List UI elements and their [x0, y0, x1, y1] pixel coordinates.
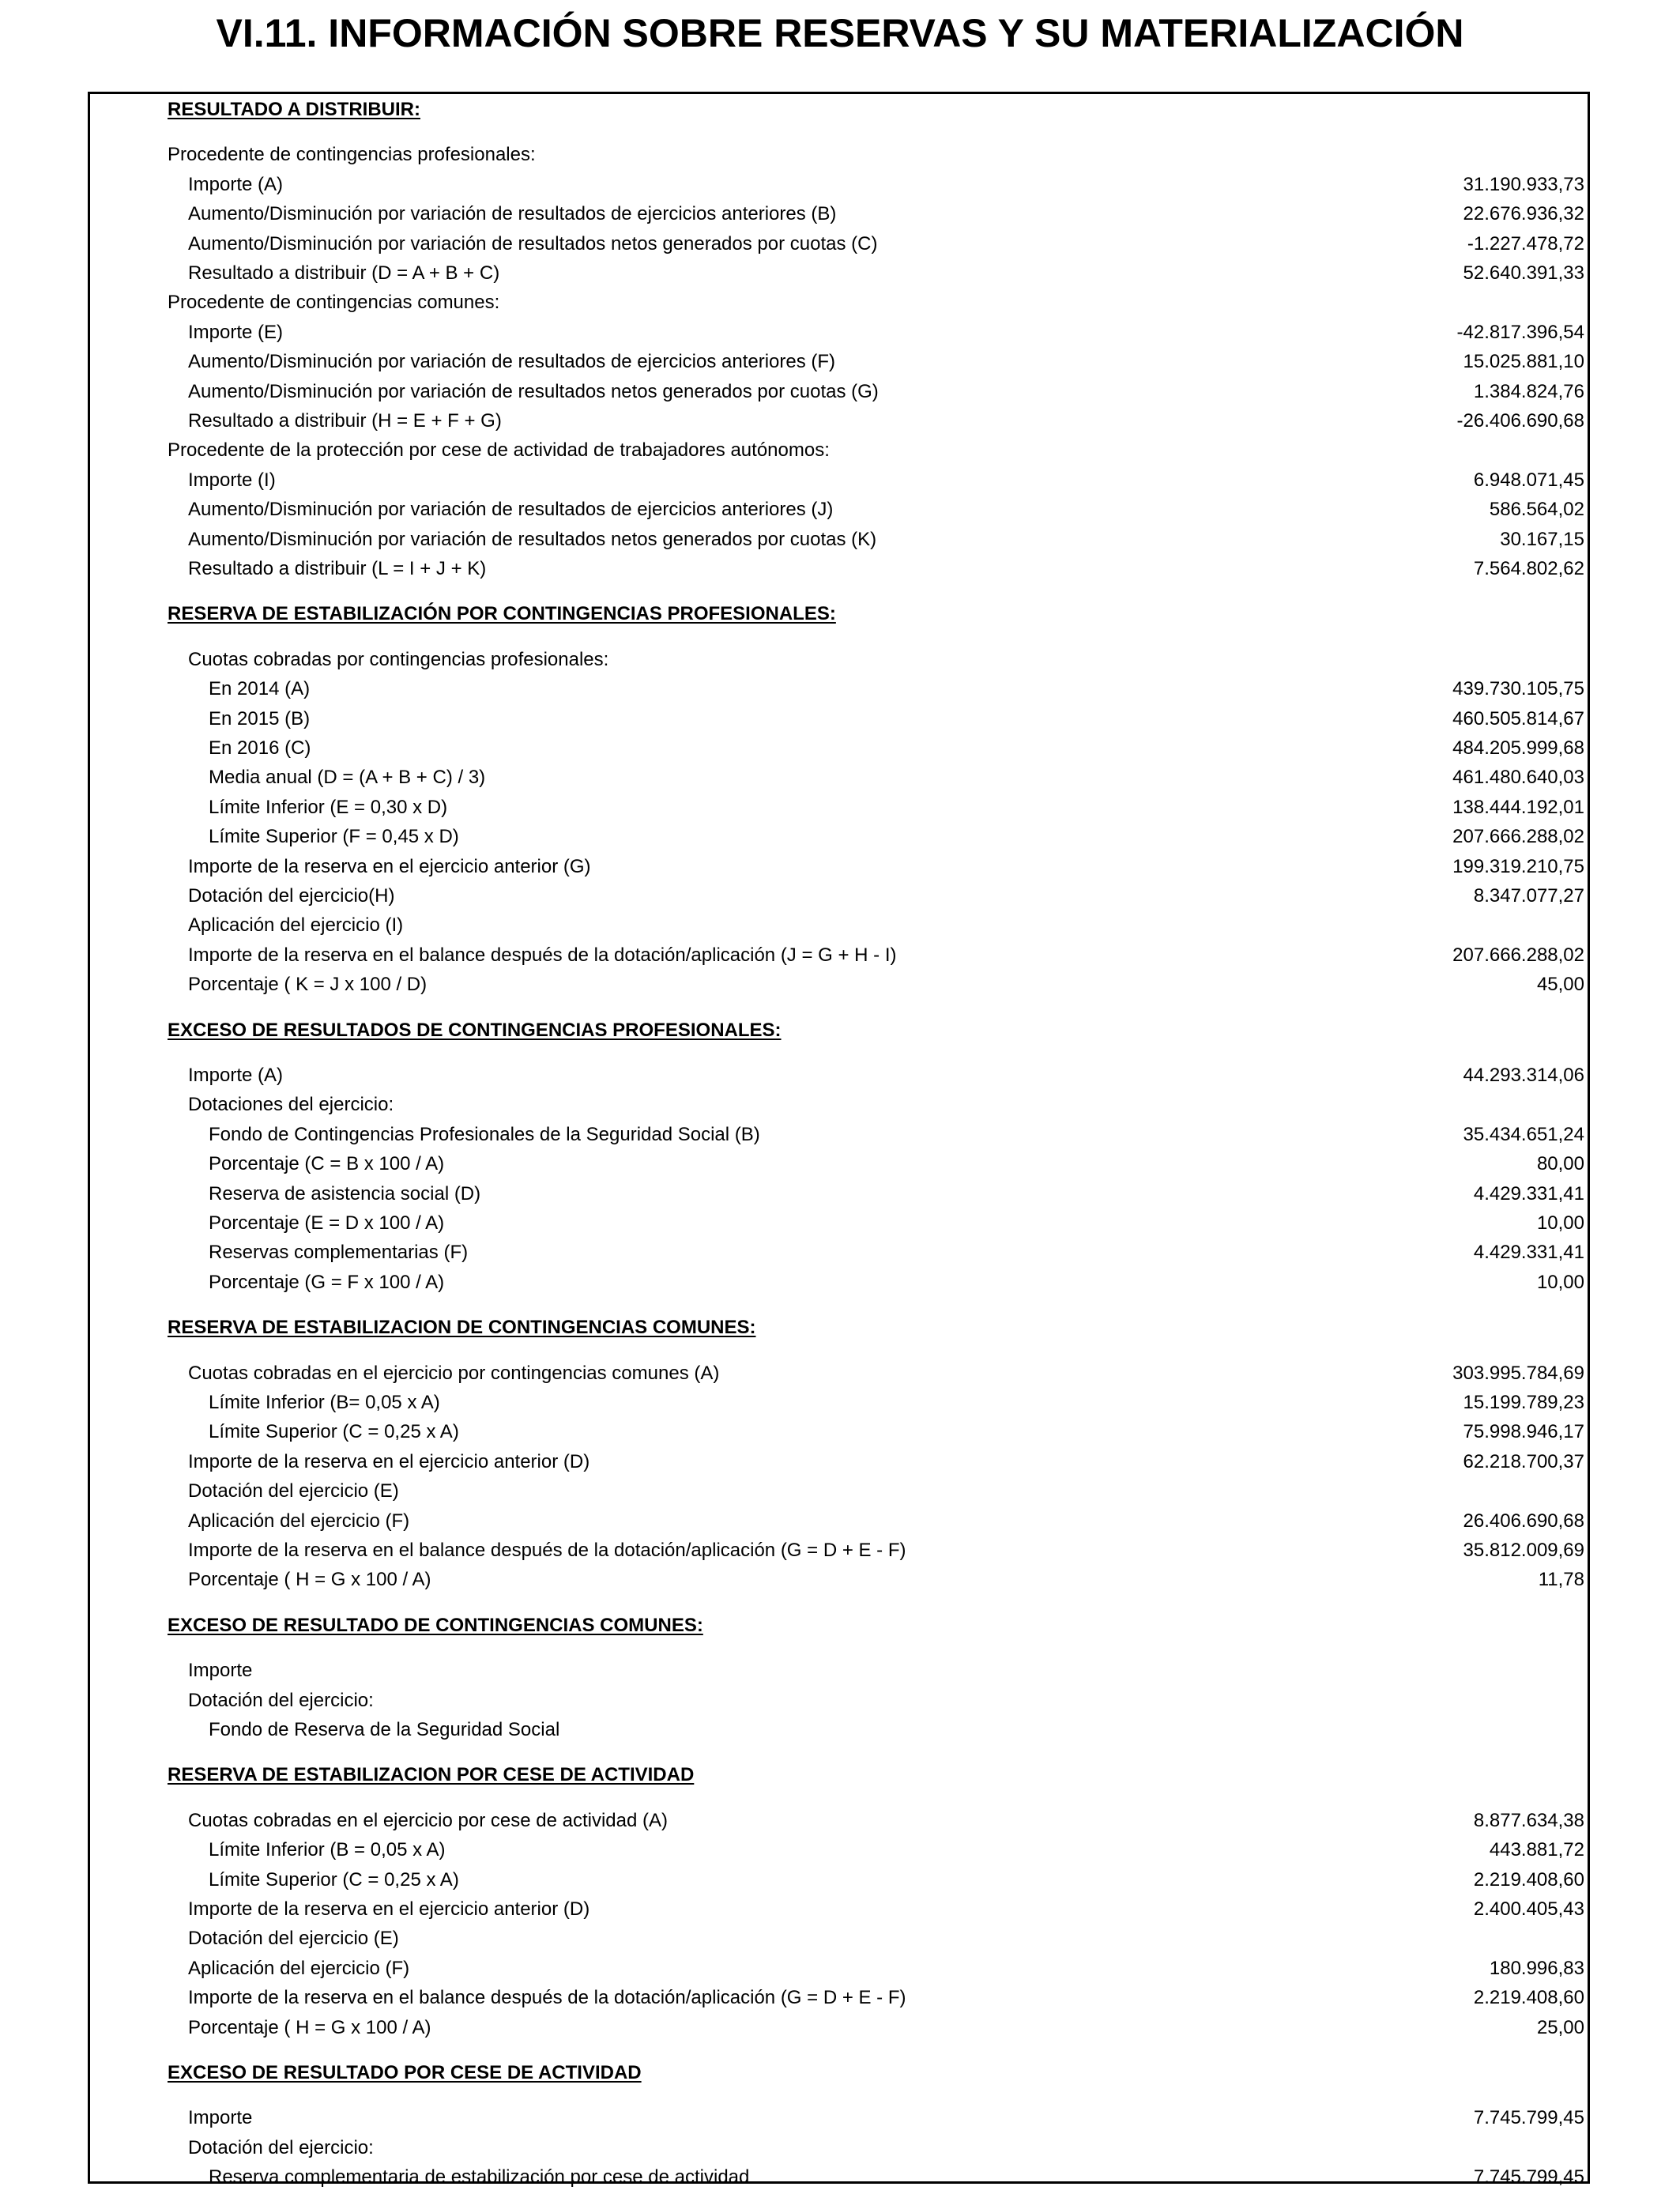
row-label: En 2014 (A)	[209, 678, 311, 699]
table-row	[90, 1149, 1588, 1178]
row-label: Reservas complementarias (F)	[209, 1242, 469, 1263]
table-row	[90, 1506, 1588, 1536]
table-row	[90, 1447, 1588, 1476]
row-label: Aumento/Disminución por variación de resultados de ejercicios anteriores (B)	[188, 203, 837, 224]
row-value: 7.745.799,45	[1473, 2166, 1584, 2188]
table-row	[90, 1656, 1588, 1685]
row-value: 35.434.651,24	[1463, 1124, 1584, 1145]
table-row	[90, 554, 1588, 583]
row-label: Dotaciones del ejercicio:	[188, 1094, 394, 1115]
row-value: 1.384.824,76	[1473, 381, 1584, 402]
table-row	[90, 347, 1588, 376]
row-value: 30.167,15	[1500, 529, 1584, 550]
section-heading-label: RESERVA DE ESTABILIZACION POR CESE DE ACTIVIDAD	[168, 1764, 695, 1785]
row-label: Importe	[188, 1660, 253, 1681]
row-value: 7.564.802,62	[1473, 558, 1584, 579]
row-value: 62.218.700,37	[1463, 1451, 1584, 1472]
row-value: 10,00	[1536, 1272, 1584, 1293]
row-label: Límite Superior (C = 0,25 x A)	[209, 1421, 459, 1442]
row-label: Dotación del ejercicio:	[188, 1690, 374, 1711]
table-row	[90, 170, 1588, 199]
row-value: 2.400.405,43	[1473, 1898, 1584, 1920]
row-label: Aplicación del ejercicio (F)	[188, 1958, 410, 1979]
table-row	[90, 822, 1588, 851]
row-value: 439.730.105,75	[1452, 678, 1584, 699]
row-value: 45,00	[1536, 974, 1584, 995]
reserves-table	[88, 92, 1590, 2188]
table-row	[90, 674, 1588, 703]
table-row	[90, 435, 1588, 465]
table-row	[90, 229, 1588, 258]
section-heading	[90, 1016, 1588, 1045]
section-heading-label: RESERVA DE ESTABILIZACIÓN POR CONTINGENCIAS PROFESIONALES:	[168, 603, 836, 624]
table-row	[90, 1835, 1588, 1864]
table-row	[90, 1179, 1588, 1208]
section-heading-label: RESERVA DE ESTABILIZACION DE CONTINGENCIAS COMUNES:	[168, 1317, 756, 1338]
row-value: 80,00	[1536, 1153, 1584, 1174]
table-row	[90, 2103, 1588, 2132]
row-label: Procedente de contingencias comunes:	[168, 292, 500, 313]
table-row	[90, 2133, 1588, 2162]
row-label: Importe (I)	[188, 469, 276, 491]
table-row	[90, 1865, 1588, 1894]
row-value: 4.429.331,41	[1473, 1242, 1584, 1263]
row-label: Importe de la reserva en el ejercicio anterior (D)	[188, 1451, 590, 1472]
row-label: Importe de la reserva en el balance después de la dotación/aplicación (G = D + E - F)	[188, 1987, 906, 2008]
table-row	[90, 318, 1588, 347]
row-value: 138.444.192,01	[1452, 797, 1584, 818]
table-row	[90, 733, 1588, 763]
row-label: Límite Superior (C = 0,25 x A)	[209, 1869, 459, 1891]
row-label: Importe de la reserva en el balance después de la dotación/aplicación (G = D + E - F)	[188, 1540, 906, 1561]
table-row	[90, 1417, 1588, 1446]
row-value: 31.190.933,73	[1463, 174, 1584, 195]
table-row	[90, 140, 1588, 169]
row-label: Reserva de asistencia social (D)	[209, 1183, 481, 1204]
row-label: Aumento/Disminución por variación de resultados netos generados por cuotas (G)	[188, 381, 879, 402]
row-label: Porcentaje ( H = G x 100 / A)	[188, 1569, 431, 1590]
row-value: -26.406.690,68	[1456, 410, 1584, 432]
row-label: Porcentaje (G = F x 100 / A)	[209, 1272, 445, 1293]
table-row	[90, 466, 1588, 495]
row-value: 44.293.314,06	[1463, 1065, 1584, 1086]
row-label: Importe (A)	[188, 1065, 284, 1086]
row-label: En 2016 (C)	[209, 737, 311, 759]
section-heading	[90, 1760, 1588, 1789]
table-row	[90, 1208, 1588, 1238]
row-label: Cuotas cobradas por contingencias profesionales:	[188, 649, 609, 670]
row-value: 35.812.009,69	[1463, 1540, 1584, 1561]
row-value: 199.319.210,75	[1452, 856, 1584, 877]
table-row	[90, 1061, 1588, 1090]
row-label: Resultado a distribuir (H = E + F + G)	[188, 410, 502, 432]
row-label: Fondo de Contingencias Profesionales de la Seguridad Social (B)	[209, 1124, 760, 1145]
table-row	[90, 258, 1588, 288]
section-heading	[90, 1611, 1588, 1640]
table-row	[90, 704, 1588, 733]
row-label: Dotación del ejercicio (E)	[188, 1928, 399, 1949]
table-row	[90, 377, 1588, 406]
table-row	[90, 1090, 1588, 1119]
table-row	[90, 1565, 1588, 1594]
table-row	[90, 1359, 1588, 1388]
row-label: Aumento/Disminución por variación de resultados de ejercicios anteriores (F)	[188, 351, 836, 372]
table-row	[90, 1476, 1588, 1506]
row-value: 26.406.690,68	[1463, 1510, 1584, 1532]
section-heading	[90, 1313, 1588, 1342]
table-row	[90, 1120, 1588, 1149]
table-row	[90, 495, 1588, 524]
row-value: 75.998.946,17	[1463, 1421, 1584, 1442]
row-value: 484.205.999,68	[1452, 737, 1584, 759]
row-label: Aplicación del ejercicio (I)	[188, 914, 404, 936]
section-heading-label: RESULTADO A DISTRIBUIR:	[168, 99, 420, 120]
section-heading	[90, 599, 1588, 628]
row-label: Porcentaje ( H = G x 100 / A)	[188, 2017, 431, 2038]
row-value: 2.219.408,60	[1473, 1987, 1584, 2008]
row-value: 52.640.391,33	[1463, 262, 1584, 284]
table-row	[90, 2162, 1588, 2192]
row-label: Importe de la reserva en el balance después de la dotación/aplicación (J = G + H - I)	[188, 944, 897, 966]
row-value: 4.429.331,41	[1473, 1183, 1584, 1204]
section-heading	[90, 95, 1588, 124]
row-value: 25,00	[1536, 2017, 1584, 2038]
table-row	[90, 2013, 1588, 2042]
table-row	[90, 941, 1588, 970]
row-label: Importe	[188, 2107, 253, 2128]
row-value: 15.025.881,10	[1463, 351, 1584, 372]
row-value: 22.676.936,32	[1463, 203, 1584, 224]
row-label: Resultado a distribuir (L = I + J + K)	[188, 558, 487, 579]
table-row	[90, 852, 1588, 881]
table-row	[90, 1268, 1588, 1297]
row-label: Dotación del ejercicio(H)	[188, 885, 395, 907]
row-value: 10,00	[1536, 1212, 1584, 1234]
table-row	[90, 1686, 1588, 1715]
row-label: Límite Inferior (E = 0,30 x D)	[209, 797, 448, 818]
table-row	[90, 793, 1588, 822]
row-value: 11,78	[1538, 1569, 1584, 1590]
row-value: -42.817.396,54	[1456, 322, 1584, 343]
row-label: Procedente de contingencias profesionales:	[168, 144, 536, 165]
section-heading-label: EXCESO DE RESULTADOS DE CONTINGENCIAS PROFESIONALES:	[168, 1020, 782, 1041]
row-label: Resultado a distribuir (D = A + B + C)	[188, 262, 500, 284]
row-label: Dotación del ejercicio:	[188, 2137, 374, 2158]
row-value: 443.881,72	[1489, 1839, 1584, 1860]
row-label: Porcentaje ( K = J x 100 / D)	[188, 974, 428, 995]
row-value: 460.505.814,67	[1452, 708, 1584, 729]
row-label: Porcentaje (C = B x 100 / A)	[209, 1153, 445, 1174]
row-value: 2.219.408,60	[1473, 1869, 1584, 1891]
row-label: Límite Superior (F = 0,45 x D)	[209, 826, 459, 847]
table-row	[90, 1954, 1588, 1983]
table-row	[90, 1238, 1588, 1267]
row-label: Aplicación del ejercicio (F)	[188, 1510, 410, 1532]
row-value: 461.480.640,03	[1452, 767, 1584, 788]
row-label: En 2015 (B)	[209, 708, 311, 729]
row-label: Reserva complementaria de estabilización por cese de actividad	[209, 2166, 750, 2188]
row-value: 15.199.789,23	[1463, 1392, 1584, 1413]
row-value: 207.666.288,02	[1452, 944, 1584, 966]
table-row	[90, 1983, 1588, 2012]
row-value: 303.995.784,69	[1452, 1363, 1584, 1384]
table-row	[90, 1806, 1588, 1835]
section-heading	[90, 2058, 1588, 2087]
row-label: Procedente de la protección por cese de actividad de trabajadores autónomos:	[168, 439, 830, 461]
row-label: Dotación del ejercicio (E)	[188, 1480, 399, 1502]
row-value: 8.877.634,38	[1473, 1810, 1584, 1831]
table-row	[90, 288, 1588, 317]
row-label: Aumento/Disminución por variación de resultados netos generados por cuotas (K)	[188, 529, 877, 550]
row-label: Fondo de Reserva de la Seguridad Social	[209, 1719, 560, 1740]
row-value: -1.227.478,72	[1467, 233, 1584, 254]
table-row	[90, 1715, 1588, 1744]
table-row	[90, 525, 1588, 554]
table-row	[90, 406, 1588, 435]
table-row	[90, 1388, 1588, 1417]
row-value: 7.745.799,45	[1473, 2107, 1584, 2128]
table-row	[90, 199, 1588, 228]
table-row	[90, 881, 1588, 910]
row-label: Cuotas cobradas en el ejercicio por cese de actividad (A)	[188, 1810, 668, 1831]
row-label: Importe de la reserva en el ejercicio anterior (G)	[188, 856, 591, 877]
row-value: 6.948.071,45	[1473, 469, 1584, 491]
row-label: Importe de la reserva en el ejercicio anterior (D)	[188, 1898, 590, 1920]
table-row	[90, 1924, 1588, 1953]
row-label: Aumento/Disminución por variación de resultados de ejercicios anteriores (J)	[188, 499, 834, 520]
section-heading-label: EXCESO DE RESULTADO DE CONTINGENCIAS COMUNES:	[168, 1615, 703, 1636]
row-value: 207.666.288,02	[1452, 826, 1584, 847]
row-label: Media anual (D = (A + B + C) / 3)	[209, 767, 486, 788]
row-value: 586.564,02	[1489, 499, 1584, 520]
table-row	[90, 1536, 1588, 1565]
table-row	[90, 763, 1588, 792]
row-value: 180.996,83	[1489, 1958, 1584, 1979]
section-heading-label: EXCESO DE RESULTADO POR CESE DE ACTIVIDAD	[168, 2062, 642, 2083]
table-row	[90, 970, 1588, 999]
row-label: Porcentaje (E = D x 100 / A)	[209, 1212, 445, 1234]
row-label: Límite Inferior (B = 0,05 x A)	[209, 1839, 446, 1860]
row-value: 8.347.077,27	[1473, 885, 1584, 907]
table-row	[90, 645, 1588, 674]
table-row	[90, 1894, 1588, 1924]
row-label: Límite Inferior (B= 0,05 x A)	[209, 1392, 440, 1413]
table-row	[90, 910, 1588, 940]
row-label: Importe (E)	[188, 322, 284, 343]
row-label: Importe (A)	[188, 174, 284, 195]
row-label: Aumento/Disminución por variación de resultados netos generados por cuotas (C)	[188, 233, 878, 254]
row-label: Cuotas cobradas en el ejercicio por contingencias comunes (A)	[188, 1363, 720, 1384]
page-title: VI.11. INFORMACIÓN SOBRE RESERVAS Y SU MATERIALIZACIÓN	[216, 11, 1464, 55]
